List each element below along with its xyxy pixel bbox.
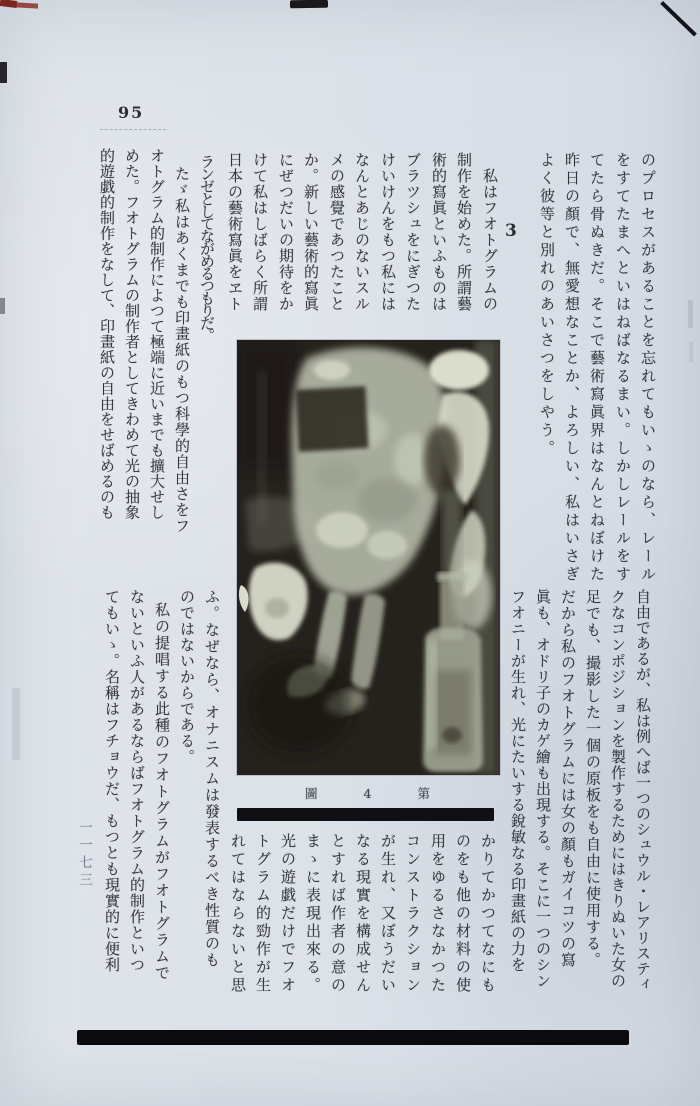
- scan-artifact-edge-mark: [688, 300, 693, 328]
- text-column: のをも他の材料の使: [454, 833, 472, 995]
- text-column: とすれば作者の意の: [329, 833, 347, 995]
- text-column: だから私のフオトグラムには女の顏もガイコツの寫: [559, 589, 577, 969]
- text-column: 光の遊戯だけでフオ: [279, 833, 297, 995]
- scan-artifact-edge-mark: [0, 298, 5, 314]
- text-column: 用をゆるさなかつた: [429, 833, 447, 995]
- text-column: のではないからである。: [178, 589, 196, 765]
- text-column: 昨日の顏で、無愛想なことか、よろしい、私はいさぎ: [563, 152, 581, 584]
- figure-rule-bar: [237, 808, 494, 821]
- text-column: ふ。なぜなら、オナニスムは發表するべき性質のも: [203, 589, 221, 969]
- text-column: まゝに表現出來る。: [304, 833, 322, 995]
- text-column: トグラム的勁作が生: [254, 833, 272, 995]
- text-column: なんとあじのないスル: [353, 152, 371, 312]
- text-column: ないといふ人があるならばフオトグラム的制作といつ: [128, 589, 146, 973]
- text-column: よく彼等と別れのあいさつをしやう。: [538, 152, 556, 458]
- text-column: 日本の藝術寫眞をヱト: [226, 152, 244, 312]
- text-column: 術的寫眞といふものは: [430, 152, 448, 312]
- page-number-side: 一一七三: [76, 820, 92, 890]
- footer-bar: [77, 1030, 629, 1045]
- text-column: ランゼとしてながめるつもりだ。: [198, 154, 216, 341]
- scan-artifact-red-mark: [16, 2, 38, 8]
- caption-char-right: 第: [417, 786, 430, 801]
- text-column: けいけんをもつ私には: [379, 152, 397, 312]
- text-column: フオニーが生れ、光にたいする銳敏なる印畫紙の力を: [509, 589, 527, 973]
- header-rule: [100, 129, 166, 130]
- text-column: たゞ私はあくまでも印畫紙のもつ科學的自由さをフ: [173, 166, 191, 534]
- text-column: が生れ、又ぼうだい: [379, 833, 397, 995]
- text-column: にぜつだいの期待をか: [277, 152, 295, 312]
- text-column: 私はフオトグラムの: [481, 168, 499, 312]
- text-column: 私の提唱する此種のフオトグラムがフオトグラムで: [153, 602, 171, 982]
- scan-artifact-red-mark: [0, 0, 17, 8]
- text-column: クなコンポジションを製作するためにはきりぬいた女の: [609, 589, 627, 989]
- scan-artifact-edge-streak: [12, 688, 20, 760]
- scan-artifact-corner-line: [660, 1, 697, 37]
- caption-char-left: 圖: [305, 786, 318, 801]
- page-number-top: 95: [118, 103, 145, 122]
- text-column: メの感覺であつたこと: [328, 152, 346, 312]
- text-column: オトグラム的制作によつて極端に近いまでも擴大せし: [148, 148, 166, 520]
- photogram-figure: [237, 340, 500, 822]
- text-column: てたら骨ぬきだ。そこで藝術寫眞界はなんとねぼけた: [588, 152, 606, 584]
- text-column: のプロセスがあることを忘れてもいゝのなら、レール: [639, 152, 657, 584]
- section-number: 3: [505, 221, 517, 241]
- text-column: をすてたまへといはねばなるまい。しかしレールをす: [614, 152, 632, 584]
- scan-artifact-top-mark: [290, 0, 328, 8]
- text-column: かりてかつてなにも: [479, 833, 497, 995]
- text-column: 自由であるが、私は例へば一つのシュウル・レアリスティ: [634, 589, 652, 992]
- text-column: 制作を始めた。所謂藝: [455, 152, 473, 312]
- figure-caption: [237, 778, 500, 808]
- text-column: ブラツシュをにぎつた: [404, 152, 422, 312]
- text-column: てもいゝ。名稱はフチョウだ、もつとも現實的に便利: [103, 589, 121, 973]
- scan-artifact-edge-mark: [689, 342, 693, 362]
- text-column: 眞も、オドリ子のカゲ繪も出現する。そこに一つのシン: [534, 589, 552, 989]
- caption-char-center: 4: [363, 785, 372, 801]
- text-column: コンストラクション: [404, 833, 422, 995]
- photogram-image: [237, 340, 500, 775]
- text-column: 的遊戯的制作をなして、印畫紙の自由をせばめるのも: [98, 148, 116, 520]
- text-column: れてはならないと思: [229, 833, 247, 995]
- text-column: めた。フオトグラムの制作者としてきわめて光の抽象: [123, 148, 141, 520]
- text-column: けて私はしばらく所謂: [251, 152, 269, 312]
- text-column: なる現實を構成せん: [354, 833, 372, 995]
- scan-artifact-edge-mark: [0, 62, 7, 83]
- text-column: 足でも、撮影した一個の原板をも自由に使用する。: [584, 589, 602, 969]
- text-column: か。新しい藝術的寫眞: [302, 152, 320, 312]
